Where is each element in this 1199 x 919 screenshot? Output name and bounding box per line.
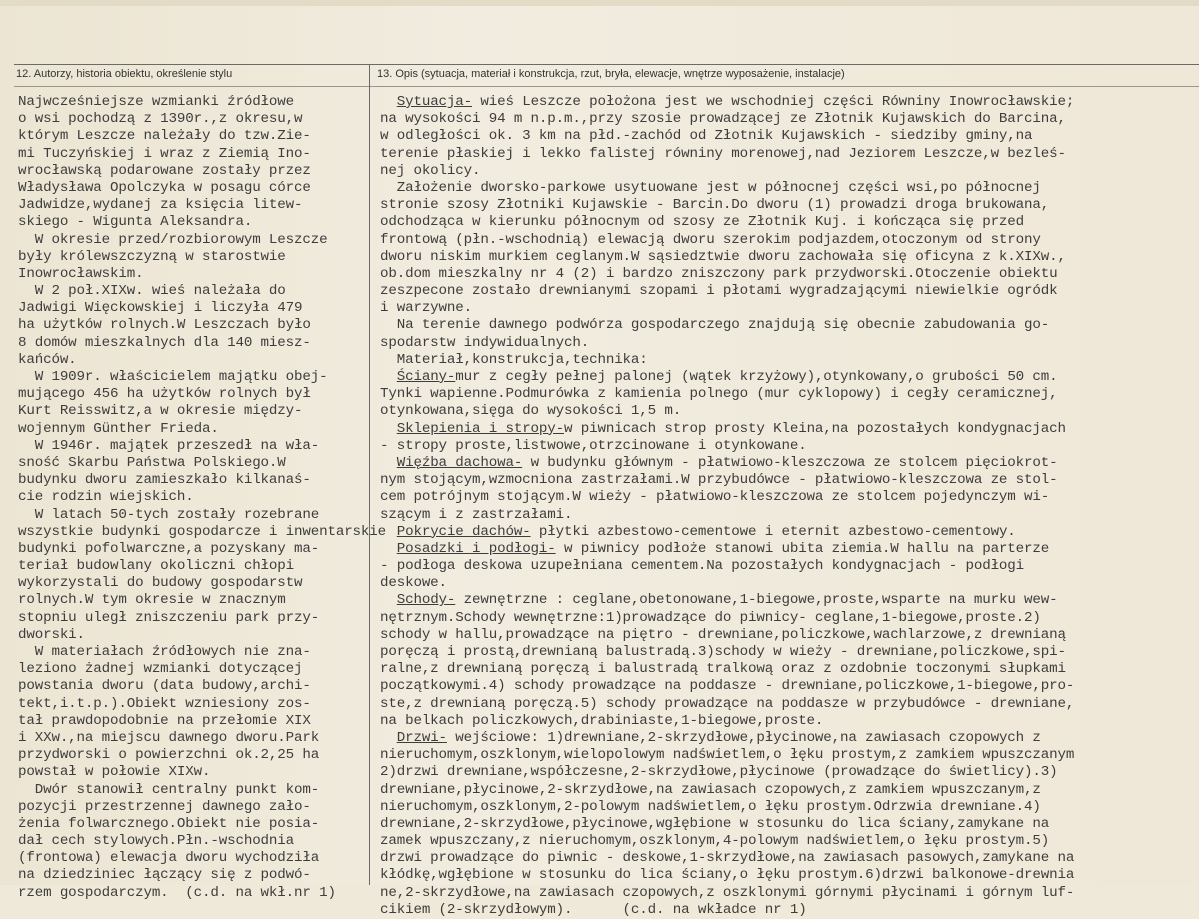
description-text: wieś Leszcze położona jest we wschodniej części Równiny Inowrocławskie; (472, 94, 1075, 110)
history-line: żenia folwarcznego.Obiekt nie posia- (18, 815, 320, 832)
description-text: cikiem (2-skrzydłowym). (c.d. na wkładce nr 1) (380, 901, 807, 918)
description-line (380, 575, 1199, 592)
header-bottom-rule (14, 86, 1199, 87)
history-line: (frontowa) elewacja dworu wychodziła (18, 850, 320, 867)
description-text: Materiał,konstrukcja,technika: (380, 351, 648, 368)
history-line: wojennym Günther Frieda. (18, 420, 219, 437)
section-subheading: Schody- (396, 592, 456, 609)
history-line: stopniu uległ zniszczeniu park przy- (18, 609, 320, 626)
description-text: w piwnicach strop prosty Kleina,na pozostałych kondygnacjach (564, 420, 1066, 437)
description-line (380, 833, 1199, 850)
description-line (380, 558, 1199, 575)
description-text: zamek wpuszczany,z nieruchomym,oszklonym,4-polowym nadświetlem,o łęku prostym.5) (380, 833, 1050, 850)
description-line (380, 507, 1199, 524)
section-13-header: 13. Opis (sytuacja, materiał i konstrukcja, rzut, bryła, elewacje, wnętrze wyposażenie, instalacje) (377, 68, 845, 80)
history-line: dał cech stylowych.Płn.-wschodnia (18, 833, 295, 850)
description-line (380, 317, 1199, 334)
history-text-column (18, 94, 387, 902)
history-line: Dwór stanowił centralny punkt kom- (18, 781, 320, 798)
description-line (380, 627, 1199, 644)
history-line: Jadwidze,wydanej za księcia litew- (18, 197, 303, 214)
description-line (380, 335, 1199, 352)
history-line: i XXw.,na miejscu dawnego dworu.Park (18, 729, 320, 746)
history-line: tał prawdopodobnie na przełomie XIX (18, 712, 311, 729)
history-line: tekt,i.t.p.).Obiekt wzniesiony zos- (18, 695, 311, 712)
description-line (380, 438, 1199, 455)
description-line (380, 902, 1199, 919)
history-line: rolnych.W tym okresie w znacznym (18, 592, 286, 609)
description-text: - stropy proste,listwowe,otrzcinowane i otynkowane. (380, 437, 807, 454)
description-line (380, 730, 1199, 747)
section-subheading: Pokrycie dachów- (396, 523, 531, 540)
history-line: którym Leszcze należały do tzw.Zie- (18, 128, 311, 145)
history-line: wrocławską podarowane zostały przez (18, 162, 311, 179)
description-line (380, 266, 1199, 283)
history-line: wszystkie budynki gospodarcze i inwentarskie (18, 523, 387, 540)
description-text: w budynku głównym - płatwiowo-kleszczowa ze stolcem pięciokrot- (522, 454, 1058, 471)
history-line: powstania dworu (data budowy,archi- (18, 678, 311, 695)
description-text: stronie szosy Złotniki Kujawskie - Barcin.Do dworu (1) prowadzi droga brukowana, (380, 197, 1050, 214)
history-line: o wsi pochodzą z 1390r.,z okresu,w (18, 111, 303, 128)
description-text (380, 455, 397, 471)
description-line (380, 678, 1199, 695)
history-line: skiego - Wiguntа Aleksandra. (18, 214, 253, 231)
paper-top-edge (0, 0, 1199, 6)
history-line: mi Tuczyńskiej i wraz z Ziemią Ino- (18, 145, 311, 162)
history-line: wykorzystali do budowy gospodarstw (18, 575, 303, 592)
description-text: nym stojącym,wzmocniona zastrzałami.W przybudówce - płatwiowo-kleszczowa ze stol- (380, 472, 1058, 489)
history-line: Kurt Reisswitz,a w okresie między- (18, 403, 303, 420)
description-text: deskowe. (380, 575, 447, 592)
description-line (380, 472, 1199, 489)
description-text: cem potrójnym stojącym.W wieży - płatwiowo-kleszczowa ze stolcem pojedynczym wi- (380, 489, 1050, 506)
history-line: sność Skarbu Państwa Polskiego.W (18, 454, 286, 471)
description-text: w odległości ok. 3 km na płd.-zachód od Złotnik Kujawskich - siedziby gminy,na (380, 128, 1033, 145)
description-line (380, 214, 1199, 231)
description-line (380, 489, 1199, 506)
description-text: ne,2-skrzydłowe,na zawiasach czopowych,z oszklonymi górnymi płycinami i górnym luf- (380, 884, 1075, 901)
history-line: budynku dworu zamieszkało kilkanaś- (18, 472, 311, 489)
description-text: wejściowe: 1)drewniane,2-skrzydłowe,płycinowe,na zawiasach czopowych z (446, 729, 1041, 746)
section-subheading: Więźba dachowa- (396, 454, 523, 471)
description-text: terenie płaskiej i lekko falistej równiny morenowej,nad Jeziorem Leszcze,w bezleś- (380, 145, 1066, 162)
description-text: nej okolicy. (380, 162, 481, 179)
history-line: były królewszczyzną w starostwie (18, 248, 286, 265)
table-top-rule (14, 64, 1199, 65)
description-text: na belkach policzkowych,drabiniaste,1-biegowe,proste. (380, 712, 824, 729)
column-divider (369, 64, 370, 885)
description-text: nieruchomym,oszklonym,2-polowym nadświetlem,o łęku prostym.Odrzwia drewniane.4) (380, 798, 1041, 815)
description-line (380, 352, 1199, 369)
description-line (380, 249, 1199, 266)
description-text: kłódkę,wgłębione w stosunku do lica ściany,o łęku prostym.6)drzwi balkonowe-drewnia (380, 867, 1075, 884)
description-text: mur z cegły pełnej palonej (wątek krzyżowy),otynkowany,o grubości 50 cm. (455, 369, 1058, 385)
description-text: - podłoga deskowa uzupełniana cementem.Na pozostałych kondygnacjach - podłogi (380, 558, 1025, 575)
section-subheading: Drzwi- (396, 729, 447, 746)
section-subheading: Sklepienia i stropy- (396, 420, 565, 437)
description-line (380, 300, 1199, 317)
history-line: W okresie przed/rozbiorowym Leszcze (18, 231, 328, 248)
history-line: powstał w połowie XIXw. (18, 764, 211, 781)
history-line: leziono żadnej wzmianki dotyczącej (18, 661, 303, 678)
description-text: nętrznym.Schody wewnętrzne:1)prowadzące do piwnicy- ceglane,1-biegowe,proste.2) (380, 609, 1041, 626)
section-subheading: Posadzki i podłogi- (396, 540, 556, 557)
description-text: Na terenie dawnego podwórza gospodarczego znajdują się obecnie zabudowania go- (380, 317, 1050, 334)
description-text: Założenie dworsko-parkowe usytuowane jest w północnej części wsi,po północnej (380, 179, 1041, 196)
description-text (380, 541, 397, 557)
description-line (380, 232, 1199, 249)
description-line (380, 850, 1199, 867)
description-line (380, 592, 1199, 609)
description-text: nieruchomym,oszklonym,wielopolowym nadświetlem,o łęku prostym,z zamkiem wpuszczanym (380, 747, 1075, 764)
description-text: poręczą i prostą,drewnianą balustradą.3)schody w wieży - drewniane,policzkowe,spi- (380, 644, 1066, 660)
description-line (380, 764, 1199, 781)
history-line: W latach 50-tych zostały rozebrane (18, 506, 320, 523)
history-line: teriał budowlany okoliczni chłopi (18, 558, 295, 575)
description-line (380, 146, 1199, 163)
description-text: zeszpecone zostało drewnianymi szopami i płotami wygradzającymi niewielkie ogródk (380, 283, 1058, 300)
description-line (380, 610, 1199, 627)
history-line: W 1946r. majątek przeszedł na wła- (18, 437, 320, 454)
description-text: odchodząca w kierunku północnym od szosy ze Złotnik Kuj. i kończąca się przed (380, 214, 1025, 231)
description-text: spodarstw indywidualnych. (380, 334, 590, 351)
history-line: W 2 poł.XIXw. wieś należała do (18, 283, 286, 300)
description-text (380, 592, 397, 608)
description-text: szącym i z zastrzałami. (380, 506, 573, 523)
description-line (380, 455, 1199, 472)
history-line: cie rodzin wiejskich. (18, 489, 194, 506)
section-subheading: Sytuacja- (396, 94, 473, 110)
history-line: W 1909r. właścicielem majątku obej- (18, 369, 328, 385)
description-line (380, 386, 1199, 403)
description-line (380, 799, 1199, 816)
history-line: Jadwigi Więckowskiej i liczyła 479 (18, 300, 303, 317)
description-text: Tynki wapienne.Podmurówka z kamienia polnego (mur cyklopowy) i cegły ceramicznej, (380, 386, 1058, 403)
history-line: Władysława Opolczyka w posagu córce (18, 179, 311, 196)
history-line: Inowrocławskim. (18, 265, 144, 282)
history-line: przydworski o powierzchni ok.2,25 ha (18, 747, 320, 764)
description-line (380, 403, 1199, 420)
description-text-column (380, 94, 1199, 919)
description-line (380, 163, 1199, 180)
description-text: ste,z drewnianą poręczą.5) schody prowadzące na poddasze w przybudówce - drewniane, (380, 695, 1075, 712)
history-line: pozycji przestrzennej dawnego zało- (18, 798, 311, 815)
description-line (380, 180, 1199, 197)
description-text: w piwnicy podłoże stanowi ubita ziemia.W hallu na parterze (555, 540, 1050, 557)
description-text: płytki azbestowo-cementowe i eternit azbestowo-cementowy. (530, 523, 1016, 540)
description-text: otynkowana,sięga do wysokości 1,5 m. (380, 403, 682, 420)
description-line (380, 197, 1199, 214)
description-line (380, 644, 1199, 661)
description-text: i warzywne. (380, 300, 473, 317)
description-text: frontową (płn.-wschodnią) elewacją dworu szerokim podjazdem,otoczonym od strony (380, 231, 1041, 248)
description-text (380, 94, 397, 110)
history-line: 8 domów mieszkalnych dla 140 miesz- (18, 334, 311, 351)
description-line (380, 524, 1199, 541)
description-text: początkowymi.4) schody prowadzące na poddasze - drewniane,policzkowe,1-biegowe,pro- (380, 678, 1075, 695)
description-line (380, 713, 1199, 730)
description-line (380, 128, 1199, 145)
description-text: na wysokości 94 m n.p.m.,przy szosie prowadzącej ze Złotnik Kujawskich do Barcina, (380, 111, 1066, 128)
description-line (380, 885, 1199, 902)
description-text (380, 369, 397, 385)
description-text: dworu niskim murkiem ceglanym.W sąsiedztwie dworu zachowała się oficyna z k.XIXw., (380, 248, 1066, 265)
history-line: na dziedziniec łączący się z podwó- (18, 867, 311, 884)
description-text: drewniane,2-skrzydłowe,płycinowe,wgłębione w stosunku do lica ściany,zamykane na (380, 815, 1050, 832)
description-text: drewniane,płycinowe,2-skrzydłowe,na zawiasach czopowych,z zamkiem wpuszczanym,z (380, 781, 1041, 798)
description-text: ob.dom mieszkalny nr 4 (2) i bardzo zniszczony park przydworski.Otoczenie obiektu (380, 265, 1058, 282)
history-line: kańców. (18, 351, 77, 368)
description-text: zewnętrzne : ceglane,obetonowane,1-biegowe,proste,wsparte na murku wew- (455, 592, 1058, 609)
description-line (380, 661, 1199, 678)
description-text: ralne,z drewnianą poręczą i balustradą tralkową oraz z ozdobnie toczonymi słupkami (380, 661, 1066, 678)
description-text (380, 730, 397, 746)
section-subheading: Ściany- (396, 369, 456, 385)
history-line: rzem gospodarczym. (c.d. na wkł.nr 1) (18, 884, 336, 901)
section-12-header: 12. Autorzy, historia obiektu, określenie stylu (16, 68, 233, 80)
description-text: drzwi prowadzące do piwnic - deskowe,1-skrzydłowe,na zawiasach pasowych,zamykane na (380, 850, 1075, 867)
description-text (380, 524, 397, 540)
history-line: mującego 456 ha użytków rolnych był (18, 386, 311, 403)
description-line (380, 541, 1199, 558)
description-line (380, 696, 1199, 713)
description-line (380, 94, 1199, 111)
description-text: schody w hallu,prowadzące na piętro - drewniane,policzkowe,wachlarzowe,z drewnianą (380, 626, 1066, 643)
description-line (380, 867, 1199, 884)
description-text: 2)drzwi drewniane,współczesne,2-skrzydłowe,płycinowe (prowadzące do świetlicy).3) (380, 764, 1058, 781)
description-line (380, 283, 1199, 300)
history-line: W materiałach źródłowych nie zna- (18, 644, 311, 660)
description-line (380, 421, 1199, 438)
history-line: Najwcześniejsze wzmianki źródłowe (18, 94, 295, 110)
description-line (380, 747, 1199, 764)
description-text (380, 421, 397, 437)
history-line: budynki pofolwarczne,a pozyskany ma- (18, 540, 320, 557)
description-line (380, 369, 1199, 386)
description-line (380, 111, 1199, 128)
description-line (380, 816, 1199, 833)
history-line: ha użytków rolnych.W Leszczach było (18, 317, 311, 334)
description-line (380, 782, 1199, 799)
history-line: dworski. (18, 626, 85, 643)
